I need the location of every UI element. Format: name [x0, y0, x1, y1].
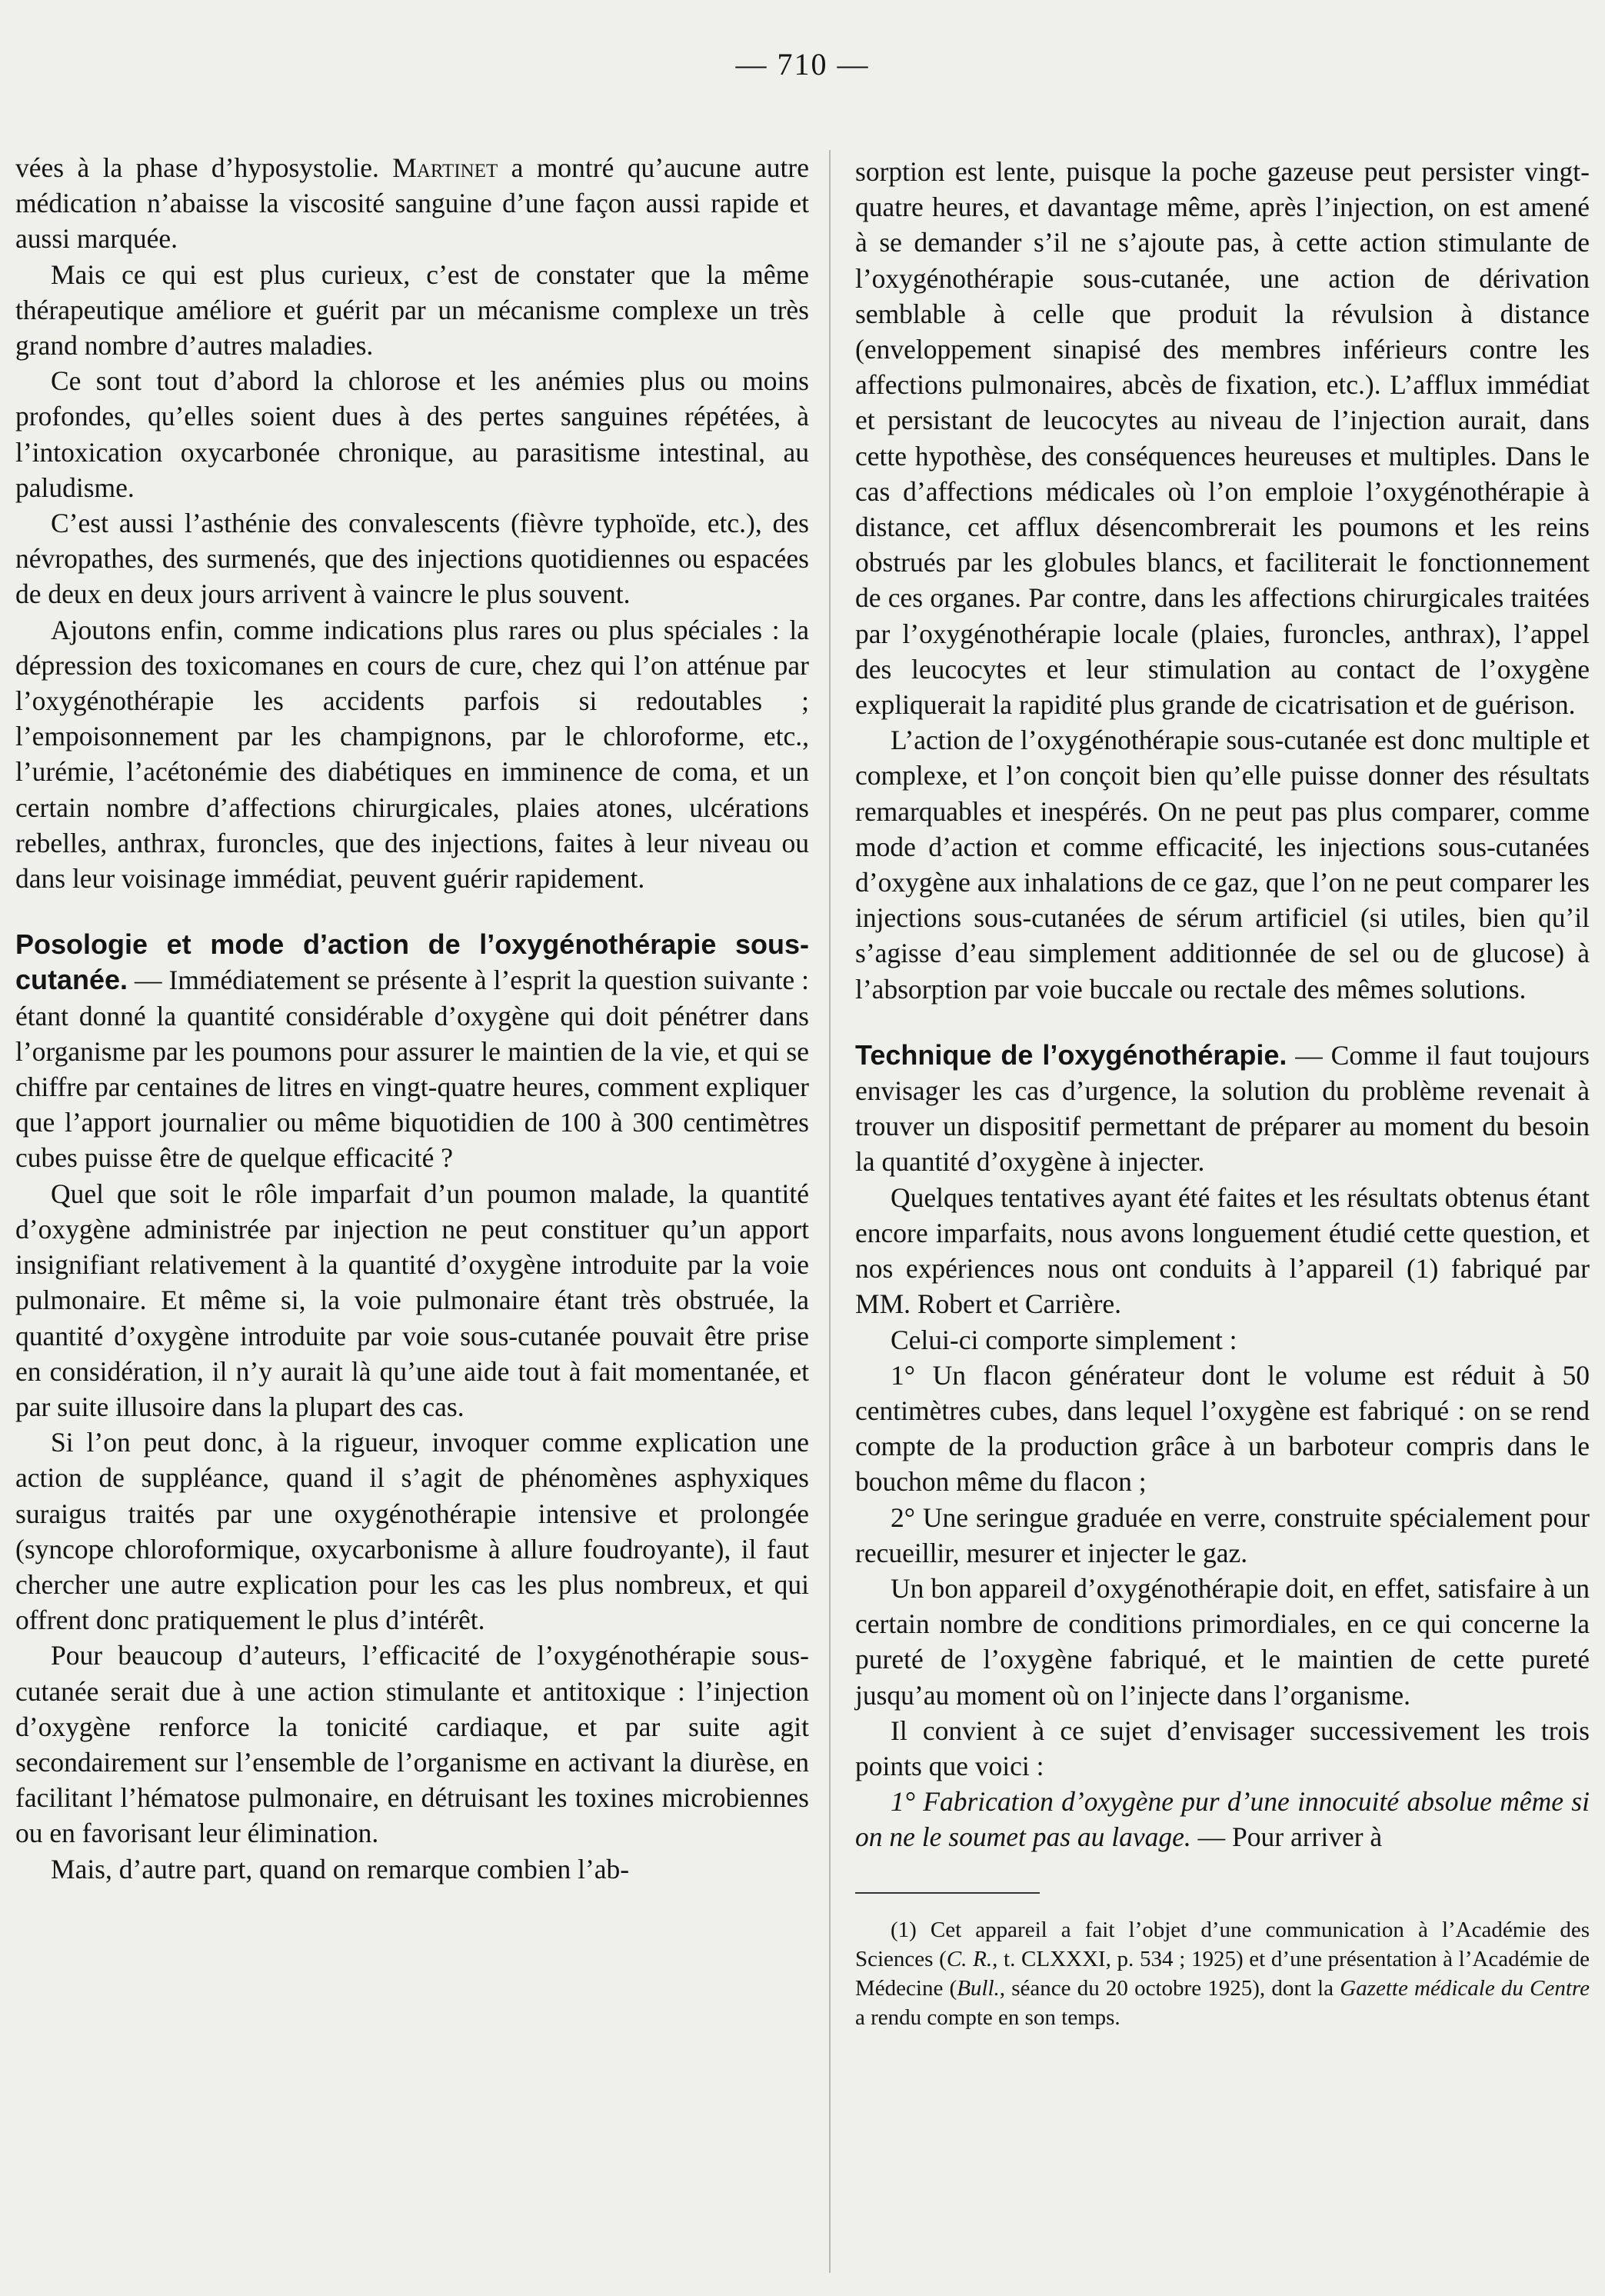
section-technique [855, 1038, 1590, 1180]
left-column [15, 150, 809, 1887]
list-item: 1° Un flacon générateur dont le volume est réduit à 50 centimètres cubes, dans lequel l’oxygène est fabriqué : on se rend compte de la production grâce à un barboteur compris dans le bouchon même du flacon ; [855, 1359, 1590, 1498]
paragraph: Si l’on peut donc, à la rigueur, invoquer comme explication une action de suppléance, quand il s’agit de phénomènes asphyxiques suraigus traités par une oxygénothérapie intensive et prolongée (syncope chloroformique, oxycarbonisme à allure foudroyante), il faut chercher une autre explication pour les cas les plus nombreux, et qui offrent donc pratiquement le plus d’intérêt. [15, 1427, 809, 1636]
paragraph: sorption est lente, puisque la poche gazeuse peut persister vingt-quatre heures, et davantage même, après l’injection, on est amené à se demander s’il ne s’ajoute pas, à cette action stimulante de l’oxygénothérapie sous-cutanée, une action de dérivation semblable à celle que produit la révulsion à distance (enveloppement sinapisé des membres inférieurs contre les affections pulmonaires, abcès de fixation, etc.). L’afflux immédiat et persistant de leucocytes au niveau de l’injection aurait, dans cette hypothèse, des conséquences heureuses et multiples. Dans le cas d’affections médicales où l’on emploie l’oxygénothérapie à distance, cet afflux désencombrerait les poumons et les reins obstrués par les globules blancs, et faciliterait le fonctionnement de ces organes. Par contre, dans les affections chirurgicales traitées par l’oxygénothérapie locale (plaies, furoncles, anthrax), l’appel des leucocytes et leur stimulation au contact de l’oxygène expliquerait la rapidité plus grande de cicatrisation et de guérison. [855, 156, 1590, 721]
paragraph: Quel que soit le rôle imparfait d’un poumon malade, la quantité d’oxygène administrée par injection ne peut constituer qu’un apport insignifiant relativement à la quantité d’oxygène introduite par la voie pulmonaire. Et même si, la voie pulmonaire étant très obstruée, la quantité d’oxygène introduite par voie sous-cutanée pouvait être prise en considération, il n’y aurait là qu’une aide tout à fait momentanée, et par suite illusoire dans la plupart des cas. [15, 1178, 809, 1422]
paragraph: Mais, d’autre part, quand on remarque combien l’ab- [51, 1853, 630, 1884]
footnote: (1) Cet appareil a fait l’objet d’une communication à l’Académie des Sciences (C. R., t. CLXXXI, p. 534 ; 1925) et d’une présentation à l’Académie de Médecine (Bull., séance du 20 octobre 1925), dont la Gazette médicale du Centre a rendu compte en son temps. [855, 1917, 1590, 2030]
paragraph: Ce sont tout d’abord la chlorose et les anémies plus ou moins profondes, qu’elles soient dues à des pertes sanguines répétées, à l’intoxication oxycarbonée chronique, au parasitisme intestinal, au paludisme. [15, 365, 809, 503]
paragraph: 1° Fabrication d’oxygène pur d’une innocuité absolue même si on ne le soumet pas au lavage. — Pour arriver à [855, 1786, 1590, 1853]
italic-point: 1° Fabrication d’oxygène pur d’une innocuité absolue même si on ne le soumet pas au lavage. [855, 1786, 1590, 1853]
section-heading: Technique de l’oxygénothérapie. [855, 1038, 1287, 1071]
paragraph: Celui-ci comporte simplement : [891, 1324, 1237, 1355]
paragraph: Mais ce qui est plus curieux, c’est de constater que la même thérapeutique améliore et guérit par un mécanisme complexe un très grand nombre d’autres maladies. [15, 258, 809, 362]
page-number: — 710 — [735, 47, 870, 82]
footnote-rule [855, 1892, 1040, 1894]
section-heading: Posologie et mode d’action de l’oxygénothérapie sous-cutanée. [15, 928, 809, 996]
list-item: 2° Une seringue graduée en verre, construite spécialement pour recueillir, mesurer et injecter le gaz. [855, 1501, 1590, 1568]
paragraph: Ajoutons enfin, comme indications plus rares ou plus spéciales : la dépression des toxicomanes en cours de cure, chez qui l’on atténue par l’oxygénothérapie les accidents parfois si redoutables ; l’empoisonnement par les champignons, par le chloroforme, etc., l’urémie, l’acétonémie des diabétiques en imminence de coma, et un certain nombre d’affections chirurgicales, plaies atones, ulcérations rebelles, anthrax, furoncles, que des injections, faites à leur niveau ou dans leur voisinage immédiat, peuvent guérir rapidement. [15, 614, 809, 895]
paragraph: L’action de l’oxygénothérapie sous-cutanée est donc multiple et complexe, et l’on conçoit bien qu’elle puisse donner des résultats remarquables et inespérés. On ne peut pas plus comparer, comme mode d’action et comme efficacité, les injections sous-cutanées d’oxygène aux inhalations de ce gaz, que l’on ne peut comparer les injections sous-cutanées de sérum artificiel (si utiles, bien qu’il s’agisse d’eau simplement additionnée de sel ou de glucose) à l’absorption par voie buccale ou rectale des mêmes solutions. [855, 725, 1590, 1005]
paragraph: Il convient à ce sujet d’envisager successivement les trois points que voici : [855, 1715, 1590, 1781]
author-name: Martinet [392, 152, 498, 183]
paragraph: Pour beaucoup d’auteurs, l’efficacité de l’oxygénothérapie sous-cutanée serait due à une action stimulante et antitoxique : l’injection d’oxygène renforce la tonicité cardiaque, et par suite agit secondairement sur l’ensemble de l’organisme en activant la diurèse, en facilitant l’hématose pulmonaire, en détruisant les toxines microbiennes ou en favorisant leur élimination. [15, 1640, 809, 1849]
paragraph: vées à la phase d’hyposystolie. Martinet a montré qu’aucune autre médication n’abaisse la viscosité sanguine d’une façon aussi rapide et aussi marquée. [15, 152, 809, 255]
paragraph: Quelques tentatives ayant été faites et les résultats obtenus étant encore imparfaits, nous avons longuement étudié cette question, et nos expériences nous ont conduits à l’appareil (1) fabriqué par MM. Robert et Carrière. [855, 1181, 1590, 1320]
column-divider [829, 150, 831, 2273]
section-intro-text: — Immédiatement se présente à l’esprit la question suivante : étant donné la quantité considérable d’oxygène qui doit pénétrer dans l’organisme par les poumons pour assurer le maintien de la vie, et qui se chiffre par centaines de litres en vingt-quatre heures, comment expliquer que l’apport journalier ou même biquotidien de 100 à 300 centimètres cubes puisse être de quelque efficacité ? [15, 965, 809, 1174]
paragraph: C’est aussi l’asthénie des convalescents (fièvre typhoïde, etc.), des névropathes, des surmenés, que des injections quotidiennes ou espacées de deux en deux jours arrivent à vaincre le plus souvent. [15, 508, 809, 610]
paragraph: Un bon appareil d’oxygénothérapie doit, en effet, satisfaire à un certain nombre de conditions primordiales, en ce qui concerne la pureté de l’oxygène fabriqué, et le maintien de cette pureté jusqu’au moment où on l’injecte dans l’organisme. [855, 1572, 1590, 1711]
section-posologie [15, 927, 809, 1175]
right-column [855, 154, 1590, 2032]
section-intro-text: — Comme il faut toujours envisager les cas d’urgence, la solution du problème revenait à trouver un dispositif permettant de préparer au moment du besoin la quantité d’oxygène à injecter. [855, 1039, 1590, 1178]
